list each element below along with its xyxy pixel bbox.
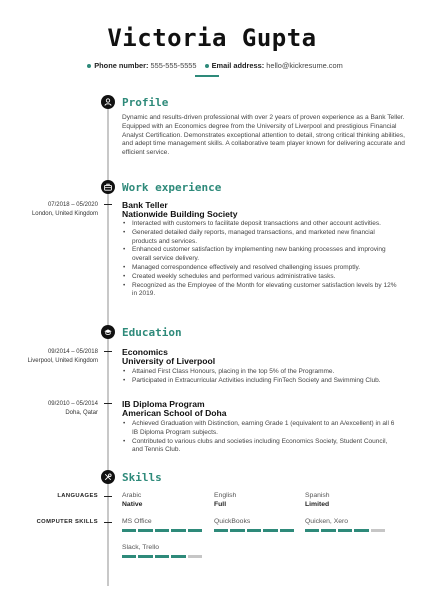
rating-segment xyxy=(188,555,202,558)
rating-segment xyxy=(371,529,385,532)
email-label: Email address: xyxy=(211,61,265,70)
job-bullets xyxy=(122,220,397,299)
rating-segment xyxy=(138,555,152,558)
list-item: • Generated detailed daily reports, managed transactions, and marketed new financial products and services. xyxy=(122,229,397,247)
rating-segment xyxy=(280,529,294,532)
education-dates: 09/2010 – 05/2014 xyxy=(47,401,98,407)
contact-line xyxy=(0,61,424,70)
list-item: • Contributed to various clubs and societies including Economics Society, Student Council, and Tennis Club. xyxy=(122,438,397,456)
education-dates: 09/2014 – 05/2018 xyxy=(47,349,98,355)
education-location: Doha, Qatar xyxy=(65,410,98,416)
degree-title: IB Diploma Program xyxy=(122,399,205,409)
section-title-profile: Profile xyxy=(122,96,169,109)
rating-segment xyxy=(214,529,228,532)
rating-segment xyxy=(171,555,185,558)
section-title-skills: Skills xyxy=(122,471,162,484)
rating-segment xyxy=(321,529,335,532)
language-name: Spanish xyxy=(305,492,330,499)
languages-label: LANGUAGES xyxy=(57,493,98,499)
rating-segment xyxy=(263,529,277,532)
language-level: Full xyxy=(214,501,227,508)
candidate-name: Victoria Gupta xyxy=(107,24,317,52)
rating-segment xyxy=(155,555,169,558)
email-value: hello@kickresume.com xyxy=(266,61,343,70)
skill-rating-bar xyxy=(122,529,202,532)
rating-segment xyxy=(247,529,261,532)
list-item: • Created weekly schedules and performed various administrative tasks. xyxy=(122,273,397,282)
rating-segment xyxy=(122,555,136,558)
rating-segment xyxy=(305,529,319,532)
school-name: American School of Doha xyxy=(122,408,227,418)
timeline-tick xyxy=(104,522,112,523)
tools-icon xyxy=(101,470,115,484)
rating-segment xyxy=(155,529,169,532)
timeline-tick xyxy=(104,204,112,205)
graduation-cap-icon xyxy=(101,325,115,339)
rating-segment xyxy=(338,529,352,532)
computer-skill-name: QuickBooks xyxy=(214,518,251,525)
language-level: Limited xyxy=(305,501,330,508)
job-title: Bank Teller xyxy=(122,200,168,210)
skill-rating-bar xyxy=(122,555,202,558)
rating-segment xyxy=(138,529,152,532)
list-item: • Attained First Class Honours, placing in the top 5% of the Programme. xyxy=(122,368,397,377)
bullet-dot-icon xyxy=(205,64,209,68)
timeline-tick xyxy=(104,351,112,352)
skill-rating-bar xyxy=(305,529,385,532)
list-item: • Enhanced customer satisfaction by implementing new banking processes and improving overall service delivery. xyxy=(122,246,397,264)
header-divider xyxy=(195,75,219,77)
school-name: University of Liverpool xyxy=(122,356,216,366)
rating-segment xyxy=(122,529,136,532)
phone-label: Phone number: xyxy=(94,61,149,70)
bullet-dot-icon xyxy=(87,64,91,68)
list-item: • Managed correspondence effectively and resolved challenging issues promptly. xyxy=(122,264,397,273)
education-bullets xyxy=(122,368,397,386)
person-icon xyxy=(101,95,115,109)
education-location: Liverpool, United Kingdom xyxy=(27,358,98,364)
list-item: • Interacted with customers to facilitate deposit transactions and other account activities. xyxy=(122,220,397,229)
degree-title: Economics xyxy=(122,347,168,357)
list-item: • Recognized as the Employee of the Month for elevating customer satisfaction levels by 12% in 2019. xyxy=(122,282,397,300)
job-employer: Nationwide Building Society xyxy=(122,209,238,219)
rating-segment xyxy=(171,529,185,532)
language-name: English xyxy=(214,492,237,499)
list-item: • Achieved Graduation with Distinction, earning Grade 1 (equivalent to an A/excellent) in all 6 IB Diploma Program subjects. xyxy=(122,420,397,438)
rating-segment xyxy=(188,529,202,532)
skill-rating-bar xyxy=(214,529,294,532)
rating-segment xyxy=(230,529,244,532)
job-dates: 07/2018 – 05/2020 xyxy=(47,202,98,208)
briefcase-icon xyxy=(101,180,115,194)
profile-text: Dynamic and results-driven professional with over 2 years of proven experience as a Bank Teller. Equipped with an Economics degree from the University of Liverpool and prestigious Financial Analyst Certification. Demonstrates exceptional attention to detail, strong critical thinking abilities, and adept time management skills. A collaborative team player known for delivering accurate and efficient service. xyxy=(122,114,405,157)
list-item: • Participated in Extracurricular Activities including FinTech Society and Swimming Club. xyxy=(122,377,397,386)
section-title-education: Education xyxy=(122,326,182,339)
job-location: London, United Kingdom xyxy=(31,211,98,217)
timeline-line xyxy=(107,100,109,586)
computer-skill-name: Quicken, Xero xyxy=(305,518,349,525)
timeline-tick xyxy=(104,403,112,404)
education-bullets xyxy=(122,420,397,455)
computer-skill-name: MS Office xyxy=(122,518,152,525)
rating-segment xyxy=(354,529,368,532)
section-title-work: Work experience xyxy=(122,181,222,194)
computer-skills-label: COMPUTER SKILLS xyxy=(36,519,98,525)
phone-value: 555-555-5555 xyxy=(150,61,197,70)
computer-skill-name: Slack, Trello xyxy=(122,544,160,551)
language-name: Arabic xyxy=(122,492,142,499)
timeline-tick xyxy=(104,496,112,497)
language-level: Native xyxy=(122,501,143,508)
